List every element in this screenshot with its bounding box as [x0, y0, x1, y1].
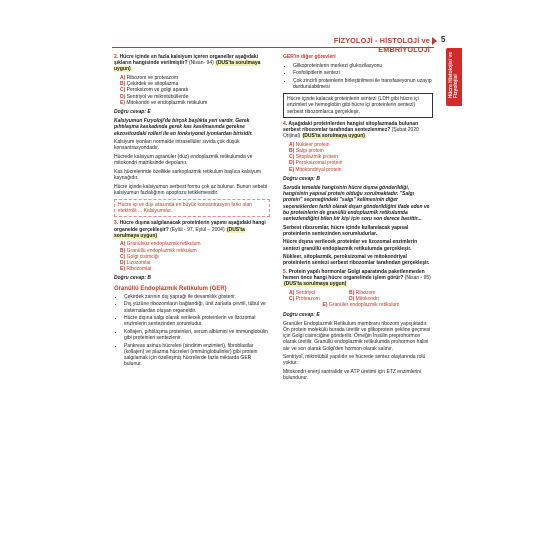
paragraph: Sentriyol, mikrotübül yapılıdır ve hücrede sentez olaylarında rolü yoktur. — [283, 354, 426, 367]
paragraph: Nükleer, sitoplazmik, peroksizomal ve mitokondriyal proteinlerin sentezi serbest ribozomlar tarafından gerçekleşir. — [283, 254, 430, 267]
question-3-options — [120, 241, 270, 272]
option-e: E) Mitokondriyal protein — [289, 166, 342, 173]
option-e: E) Mitokondri ve endoplazmik retikulum — [120, 99, 208, 106]
dus-tag: (DUS'ta sorulmaya uygun) — [114, 60, 261, 73]
ger-bullet-list — [114, 294, 270, 368]
note-box: Hücre içinde kalacak proteinlerin sentezi (LDH gibi hücre içi enzimleri ve hemoglobin gibi hücre içi proteinlerin sentezi) serbest ribozomlarca gerçekleşir. — [283, 93, 433, 118]
option-c: C) Proteazom — [289, 296, 320, 303]
info-box: Hücre içi ve dışı arasında en büyük konsantrasyon farkı olan elektrolit ... Kalsiyumdur. — [114, 199, 270, 217]
paragraph: Hücre dışına verilecek proteinler ve lizozomal enzimlerin sentezi granüllü endoplazmik retikulumda gerçekleşir. — [283, 239, 418, 252]
paragraph: Granüler Endoplazmik Retikulum membranı ribozom yapışıktadır. Ön protein molekülü burada üretilir ve glikoprotein şekline geçmesi için Golgi cisimciğine gönderilir. Örneğin İnsülin preprohormon olarak üretilir. Granüllü endoplazmik retikulumda prohormon halini alır ve son olarak Golgi'den hormon olarak salınır. — [283, 320, 431, 352]
option-d: D) Mitokondri — [349, 296, 379, 303]
paragraph: Mitokondri enerji santralidir ve ATP üretimi için ETZ enzimlerini bulundurur. — [283, 369, 422, 382]
option-c: C) Peroksizom ve golgi aparatı — [120, 87, 189, 94]
list-item: • Çekirdek zarının dış yaprağı ile devamlılık gösterir. — [124, 294, 270, 300]
side-tab-label: Hücre Histolojisi ve Fizyolojisi — [448, 52, 459, 99]
list-item: • Çok zincirli proteinlerin birleştirilmesi ile transfaseyonun uzayıp durdurulabilmesi — [293, 78, 433, 90]
answer-3: Doğru cevap: B — [114, 275, 151, 282]
left-column — [114, 54, 270, 370]
question-3: 3. Hücre dışına salgılanacak proteinlerin yapımı aşağıdaki hangi organelde gerçekleşir? (Eylül - 97, Eylül – 2004) (DUS'ta sorulmaya uygun) — [114, 220, 266, 239]
list-item: • Hücre dışına salgı olarak verilecek proteinlerin ve lizozomal enzimlerin sentezinden sorumludur. — [124, 315, 270, 327]
question-5: 5. Protein yapılı hormonlar Golgi aparatında paketlenmeden hemen önce hangi hücre organelinde işlem görür? (Nisan - 95) (DUS'ta sorulmaya uygun) — [283, 269, 431, 288]
paragraph: Soruda temelde hangisinin hücre dışına gönderildiği, hangisinin yapısal protein olduğu sorulmaktadır. "Salgı protein" seçeneğindeki "salgı" kelimesinin diğer seçeneklerden farklı olarak dışarı gönderildiğini ifade eden ve bu proteinlerin de granüllü endoplazmik retikulumda sentezlendiğini bilen bir kişi için soru son derece basittir... — [283, 185, 430, 223]
option-c: C) Sitoplazmik protein — [289, 154, 338, 161]
list-item: • Fosfolipitlerin sentezi — [293, 70, 433, 76]
page-number: 5 — [441, 35, 446, 44]
question-2-options — [120, 75, 270, 106]
running-header: FİZYOLOJİ - HİSTOLOJİ ve EMBRİYOLOJİ — [333, 36, 430, 54]
dus-tag: (DUS'ta sorulmaya uygun) — [114, 226, 245, 239]
paragraph: Kalsiyumun Fizyoloji'de birçok başlıkta yeri vardır. Gerek pıhtılaşma kaskadında gerek kas kasılmasında gerekse ekzositozdaki rolleri ile en fonksiyonel iyonlardan birisidir. — [114, 118, 253, 137]
answer-4: Doğru cevap: B — [283, 175, 320, 182]
question-4-options — [289, 142, 433, 173]
list-item: • Kollajen, pıhtılaşma proteinleri, serum albümini ve immünglobülin gibi proteinleri sentezlenir. — [124, 329, 270, 341]
paragraph: Kalsiyum iyonları normalde intrasellüler sıvıda çok düşük konsantrasyondadır. — [114, 139, 240, 152]
option-b: B) Salgı protein — [289, 148, 324, 154]
question-2: 2. Hücre içinde en fazla kalsiyum içeren organeller aşağıdaki şıkların hangisinde verilmiştir? (Nisan- 94) (DUS'ta sorulmaya uygun) — [114, 54, 261, 73]
option-b: B) Ribozom — [349, 290, 376, 297]
option-d: D) Peroksizomal protein — [289, 160, 343, 167]
dus-tag: (DUS'ta sorulmaya uygun) — [302, 133, 365, 140]
list-item: • Pankreas asinus hücreleri (sindirim enzimleri), fibroblastlar (kollajen) ve plazma hücreleri (immünglobulinler) gibi protein salgılamak için özelleşmiş hücrelerde fazla miktarda GER bulunur. — [124, 343, 270, 368]
option-d: D) Sentriyol ve mikrotübüllerde — [120, 93, 189, 100]
paragraph: Kas hücrelerinde özellikle sarkoplazmik retikulum başlıca kalsiyum kaynağıdır. — [114, 168, 262, 182]
option-d: D) Lizozomlar — [120, 260, 151, 267]
option-b: B) Çekirdek ve sitoplazma — [120, 81, 179, 88]
right-column — [283, 54, 433, 384]
option-b: B) Granüllü endoplazmik retikulum — [120, 247, 197, 254]
option-c: C) Golgi cisimciği — [120, 253, 159, 260]
option-a: A) Nükleer protein — [289, 141, 330, 148]
answer-2: Doğru cevap: E — [114, 109, 151, 116]
header-rule — [112, 47, 434, 48]
header-arrow-icon — [432, 37, 437, 45]
question-5-options — [289, 290, 433, 309]
list-item: • Glikoproteinlerin merkezi glukozilasyonu — [293, 63, 433, 69]
list-item: • Dış yüzüne ribozomların bağlandığı, ünit zarlarla çevrili, tübul ve sisternalardan oluşan organeldir. — [124, 301, 270, 313]
option-e: E) Granüler endoplazmik retikulum — [322, 302, 400, 309]
option-a: A) Granülsüz endoplazmik retikulum — [120, 241, 201, 248]
paragraph: Serbest ribozomlar, hücre içinde kullanılacak yapısal proteinlerin sentezinden sorumludurlar. — [283, 224, 409, 237]
paragraph: Hücrede kalsiyum agranüler (düz) endoplazmik retikulumda ve mitokondri matriksinde depolanır. — [114, 154, 253, 167]
option-a: A) Ribozom ve proteazom — [120, 75, 179, 81]
paragraph: Hücre içinde kalsiyumun serbest formu çok az bulunur. Bunun sebebi kalsiyumun fazlalığının apoptozu tetiklemesidir. — [114, 183, 268, 196]
option-a: A) Sentriyol — [289, 290, 316, 297]
answer-5: Doğru cevap: E — [283, 311, 320, 318]
dus-tag: (DUS'ta sorulmaya uygun) — [284, 281, 347, 288]
question-4: 4. Aşağıdaki proteinlerden hangisi sitoplazmada bulunan serbest ribozomlar tarafından sentezlenmez? (Şubat 2020 Orijinal) (DUS'ta sorulmaya uygun) — [283, 120, 419, 140]
option-e: E) Ribozomlar — [120, 266, 152, 273]
ger-duties-list — [283, 63, 433, 91]
subsection-heading: GER'in diğer görevleri — [283, 54, 336, 60]
section-heading: Granüllü Endoplazmik Retikulum (GER) — [114, 285, 227, 292]
chapter-side-tab — [446, 48, 462, 106]
